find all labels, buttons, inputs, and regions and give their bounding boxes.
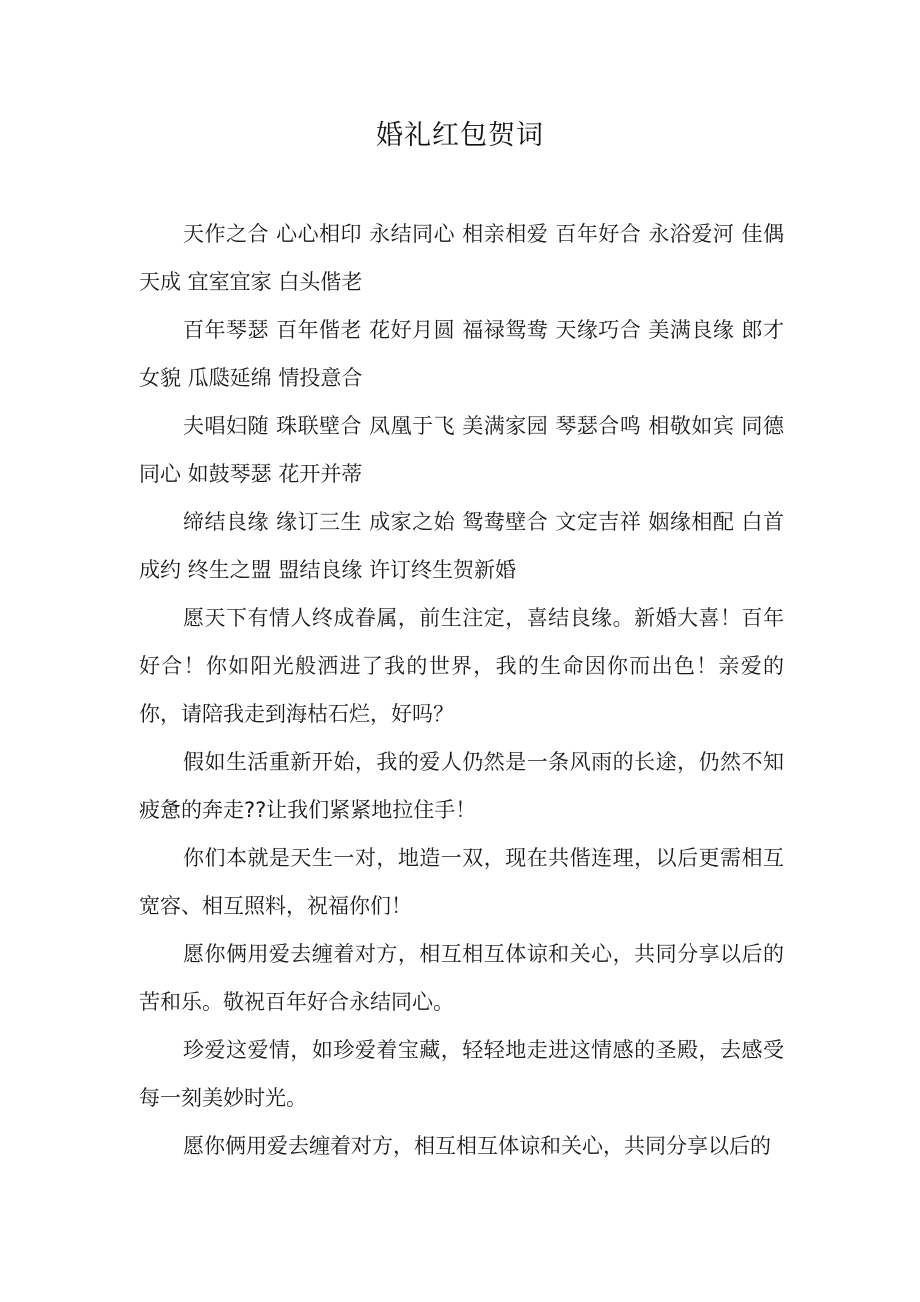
paragraph: 愿你俩用爱去缠着对方，相互相互体谅和关心，共同分享以后的	[183, 1134, 771, 1158]
paragraph: 你们本就是天生一对，地造一双，现在共偕连理，以后更需相互宽容、相互照料，祝福你们！	[139, 846, 784, 918]
paragraph: 愿天下有情人终成眷属，前生注定，喜结良缘。新婚大喜！百年好合！你如阳光般洒进了我的世界，我的生命因你而出色！亲爱的你，请陪我走到海枯石烂，好吗？	[139, 606, 784, 726]
paragraph: 假如生活重新开始，我的爱人仍然是一条风雨的长途，仍然不知疲惫的奔走??让我们紧紧地拉住手！	[139, 750, 784, 822]
document-title: 婚礼红包贺词	[376, 120, 544, 151]
paragraph: 百年琴瑟 百年偕老 花好月圆 福禄鸳鸯 天缘巧合 美满良缘 郎才女貌 瓜瓞延绵 情投意合	[139, 318, 784, 390]
paragraph: 缔结良缘 缘订三生 成家之始 鸳鸯壁合 文定吉祥 姻缘相配 白首成约 终生之盟 盟结良缘 许订终生贺新婚	[139, 510, 784, 582]
document-body	[139, 210, 784, 1170]
paragraph: 珍爱这爱情，如珍爱着宝藏，轻轻地走进这情感的圣殿，去感受每一刻美妙时光。	[139, 1038, 784, 1110]
paragraph: 愿你俩用爱去缠着对方，相互相互体谅和关心，共同分享以后的苦和乐。敬祝百年好合永结同心。	[139, 942, 784, 1014]
paragraph: 夫唱妇随 珠联壁合 凤凰于飞 美满家园 琴瑟合鸣 相敬如宾 同德同心 如鼓琴瑟 花开并蒂	[139, 414, 784, 486]
paragraph: 天作之合 心心相印 永结同心 相亲相爱 百年好合 永浴爱河 佳偶天成 宜室宜家 白头偕老	[139, 222, 784, 294]
